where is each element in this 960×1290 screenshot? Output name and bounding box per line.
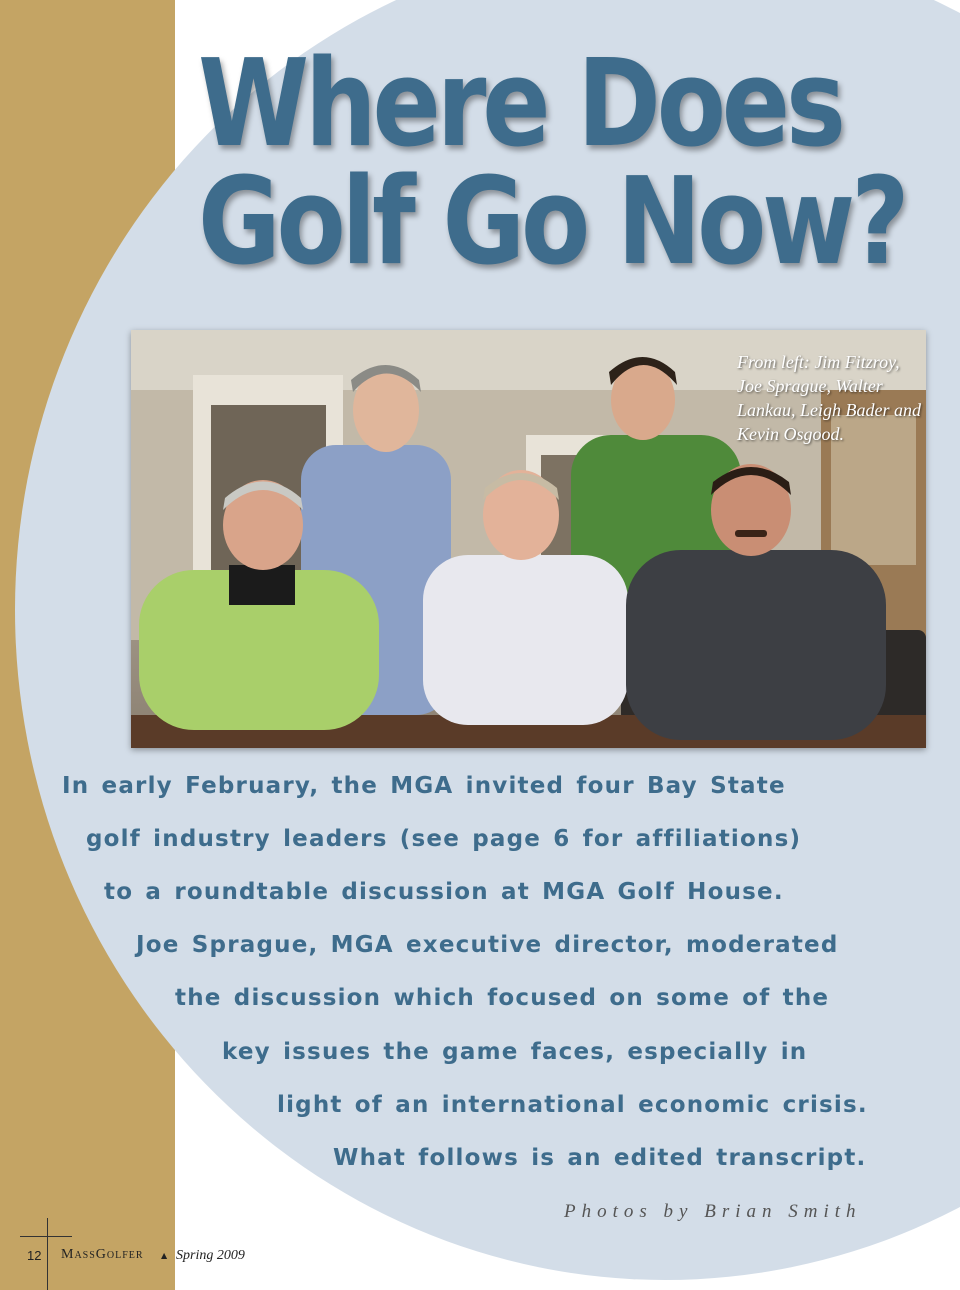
group-photo [131,330,926,748]
photo-caption: From left: Jim Fitzroy, Joe Sprague, Walter Lankau, Leigh Bader and Kevin Osgood. [737,352,921,444]
intro-line-1: In early February, the MGA invited four Bay State [62,773,786,799]
intro-line-5: the discussion which focused on some of the [175,985,830,1011]
intro-line-2: golf industry leaders (see page 6 for affiliations) [86,826,802,852]
article-headline [198,35,906,292]
triangle-icon: ▲ [161,1251,168,1260]
page-number: 12 [27,1248,42,1263]
headline-line-1: Where Does [198,35,842,174]
headline-line-2: Golf Go Now? [198,153,906,292]
magazine-name: MassGolfer [61,1247,144,1262]
intro-line-7: light of an international economic crisis. [277,1092,868,1118]
crop-mark-vertical [47,1218,48,1290]
photo-credit: Photos by Brian Smith [564,1201,862,1222]
intro-line-8: What follows is an edited transcript. [333,1145,867,1171]
intro-line-6: key issues the game faces, especially in [222,1039,808,1065]
issue-date: Spring 2009 [176,1248,245,1263]
crop-mark-horizontal [20,1236,72,1237]
intro-line-4: Joe Sprague, MGA executive director, moderated [136,932,839,958]
intro-line-3: to a roundtable discussion at MGA Golf House. [104,879,784,905]
